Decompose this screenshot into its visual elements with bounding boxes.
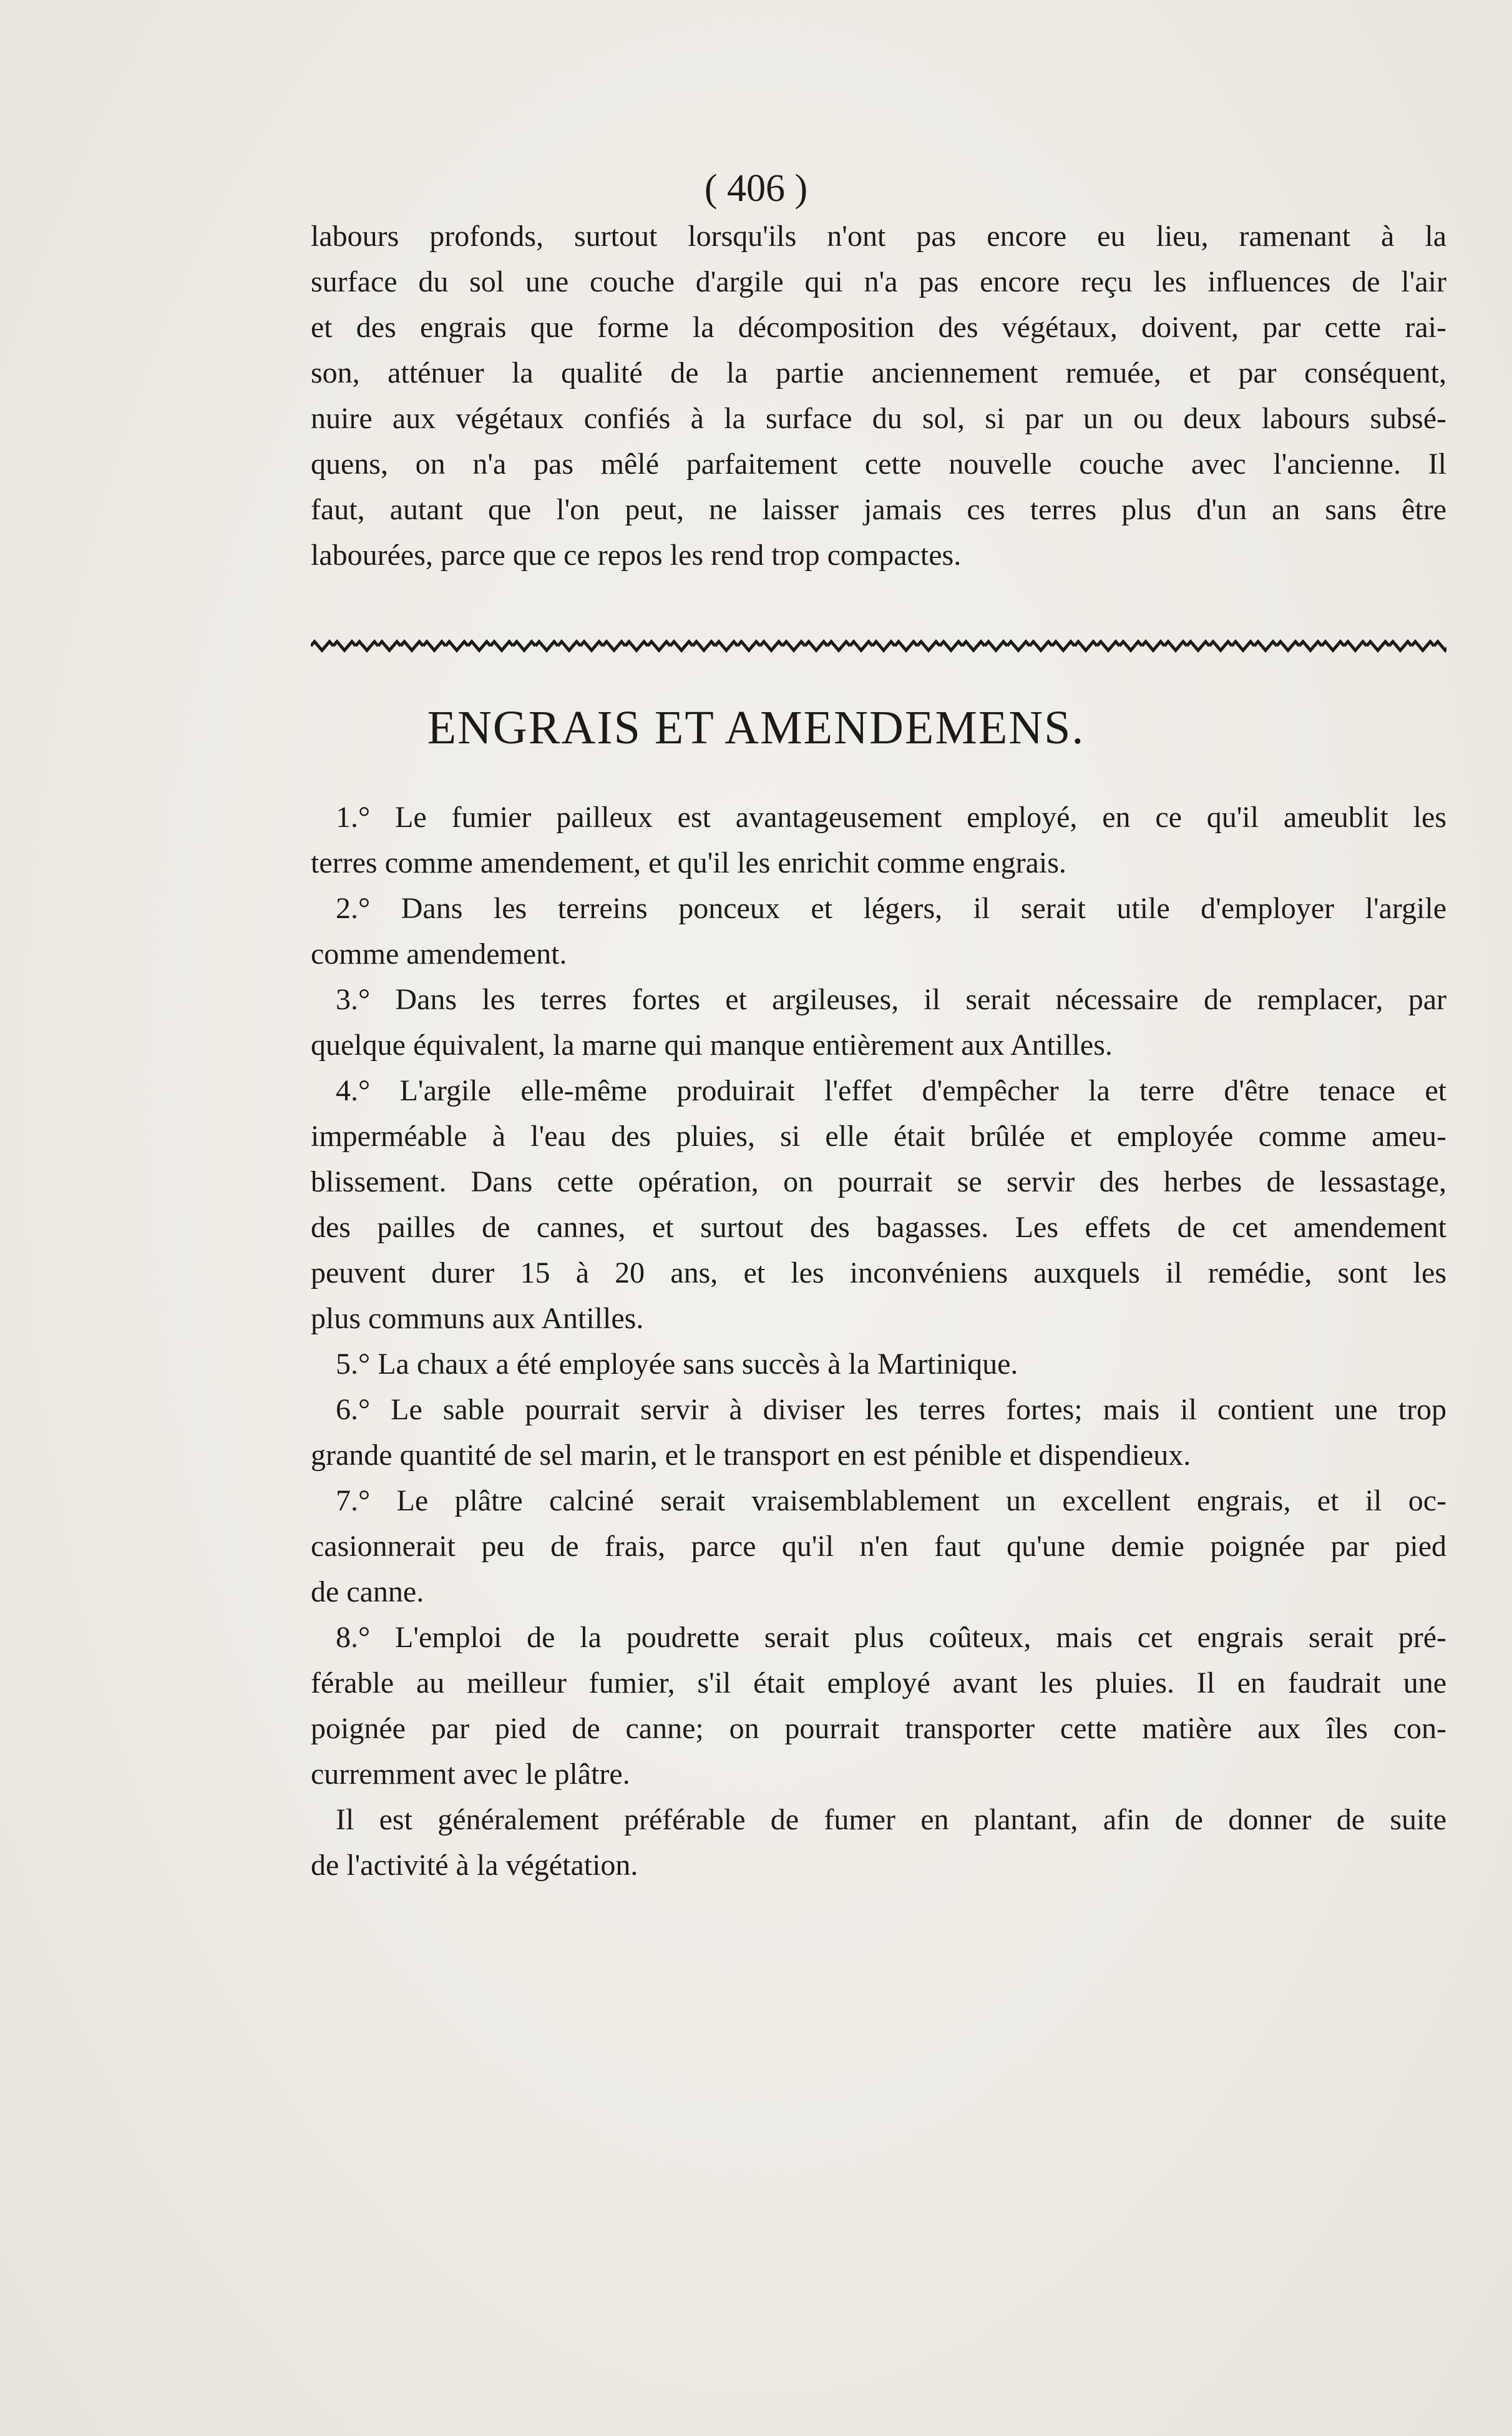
item-line: curremment avec le plâtre. bbox=[311, 1758, 630, 1791]
item-line: quelque équivalent, la marne qui manque entièrement aux Antilles. bbox=[311, 1029, 1113, 1062]
top-paragraph bbox=[311, 213, 1446, 578]
item-line: poignée par pied de canne; on pourrait transporter cette matière aux îles con- bbox=[311, 1712, 1446, 1745]
item-line: des pailles de cannes, et surtout des bagasses. Les effets de cet amendement bbox=[311, 1211, 1446, 1244]
item-line: de l'activité à la végétation. bbox=[311, 1849, 638, 1882]
item-line: 4.° L'argile elle-même produirait l'effet d'empêcher la terre d'être tenace et bbox=[336, 1074, 1446, 1107]
page-number: ( 406 ) bbox=[704, 167, 808, 210]
item-line: imperméable à l'eau des pluies, si elle était brûlée et employée comme ameu- bbox=[311, 1120, 1446, 1153]
item-line: férable au meilleur fumier, s'il était employé avant les pluies. Il en faudrait une bbox=[311, 1666, 1446, 1700]
item-line: 6.° Le sable pourrait servir à diviser les terres fortes; mais il contient une trop bbox=[336, 1393, 1446, 1426]
paragraph-line: labours profonds, surtout lorsqu'ils n'ont pas encore eu lieu, ramenant à la bbox=[311, 220, 1446, 253]
numbered-items bbox=[311, 795, 1446, 1888]
item-line: 5.° La chaux a été employée sans succès à la Martinique. bbox=[336, 1348, 1018, 1381]
paragraph-line: quens, on n'a pas mêlé parfaitement cette nouvelle couche avec l'ancienne. Il bbox=[311, 448, 1446, 481]
item-line: 2.° Dans les terreins ponceux et légers, il serait utile d'employer l'argile bbox=[336, 892, 1446, 925]
item-line: de canne. bbox=[311, 1575, 424, 1608]
item-line: Il est généralement préférable de fumer en plantant, afin de donner de suite bbox=[336, 1803, 1446, 1836]
item-line: terres comme amendement, et qu'il les enrichit comme engrais. bbox=[311, 846, 1066, 879]
item-line: grande quantité de sel marin, et le transport en est pénible et dispendieux. bbox=[311, 1439, 1191, 1472]
item-line: comme amendement. bbox=[311, 937, 567, 971]
paragraph-line: faut, autant que l'on peut, ne laisser jamais ces terres plus d'un an sans être bbox=[311, 493, 1446, 526]
item-line: 8.° L'emploi de la poudrette serait plus coûteux, mais cet engrais serait pré- bbox=[336, 1621, 1446, 1654]
item-line: peuvent durer 15 à 20 ans, et les inconvéniens auxquels il remédie, sont les bbox=[311, 1256, 1446, 1289]
item-line: plus communs aux Antilles. bbox=[311, 1302, 644, 1335]
paragraph-line: son, atténuer la qualité de la partie anciennement remuée, et par conséquent, bbox=[311, 356, 1446, 389]
item-line: casionnerait peu de frais, parce qu'il n'en faut qu'une demie poignée par pied bbox=[311, 1530, 1446, 1563]
ornamental-divider bbox=[311, 638, 1446, 654]
paragraph-line: nuire aux végétaux confiés à la surface du sol, si par un ou deux labours subsé- bbox=[311, 402, 1446, 435]
paragraph-line: labourées, parce que ce repos les rend trop compactes. bbox=[311, 539, 962, 572]
paragraph-line: et des engrais que forme la décomposition des végétaux, doivent, par cette rai- bbox=[311, 311, 1446, 344]
item-line: 1.° Le fumier pailleux est avantageusement employé, en ce qu'il ameublit les bbox=[336, 801, 1446, 834]
section-title: ENGRAIS ET AMENDEMENS. bbox=[427, 702, 1085, 754]
paragraph-line: surface du sol une couche d'argile qui n'a pas encore reçu les influences de l'air bbox=[311, 265, 1446, 298]
item-line: 3.° Dans les terres fortes et argileuses, il serait nécessaire de remplacer, par bbox=[336, 983, 1446, 1016]
item-line: 7.° Le plâtre calciné serait vraisemblablement un excellent engrais, et il oc- bbox=[336, 1484, 1446, 1517]
item-line: blissement. Dans cette opération, on pourrait se servir des herbes de lessastage, bbox=[311, 1165, 1446, 1198]
